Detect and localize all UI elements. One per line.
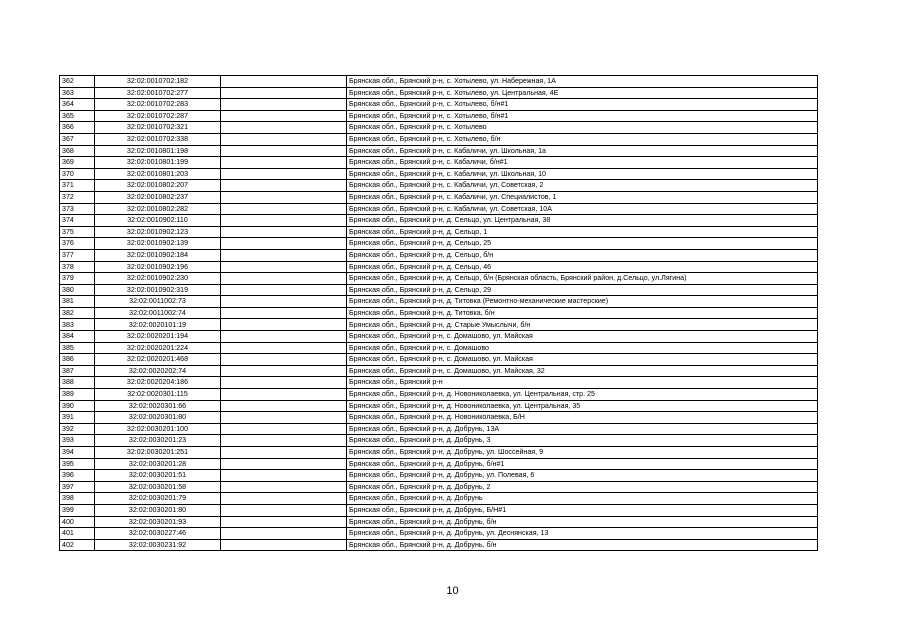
row-number-cell: 370 [60,168,95,180]
table-row [60,238,818,250]
address-cell: Брянская обл., Брянский р-н, д. Сельцо, 1 [347,226,818,238]
cadastral-number-cell: 32:02:0010801:199 [95,157,221,169]
table-row [60,226,818,238]
cadastral-number-cell: 32:02:0020301:66 [95,400,221,412]
row-number-cell: 391 [60,412,95,424]
row-number-cell: 376 [60,238,95,250]
table-row [60,447,818,459]
address-cell: Брянская обл., Брянский р-н, д. Новониколаевка, Б/Н [347,412,818,424]
cadastral-number-cell: 32:02:0010902:230 [95,273,221,285]
cadastral-number-cell: 32:02:0030231:92 [95,539,221,551]
row-number-cell: 390 [60,400,95,412]
table-row [60,319,818,331]
empty-cell [221,412,347,424]
table-row [60,284,818,296]
row-number-cell: 392 [60,423,95,435]
address-cell: Брянская обл., Брянский р-н, д. Титовка (Ремонтно-механические мастерские) [347,296,818,308]
cadastral-number-cell: 32:02:0010802:207 [95,180,221,192]
empty-cell [221,133,347,145]
row-number-cell: 396 [60,470,95,482]
table-row [60,99,818,111]
table-row [60,481,818,493]
cadastral-number-cell: 32:02:0010902:196 [95,261,221,273]
row-number-cell: 394 [60,447,95,459]
address-cell: Брянская обл., Брянский р-н, д. Сельцо, 29 [347,284,818,296]
table-body [60,76,818,551]
row-number-cell: 366 [60,122,95,134]
cadastral-number-cell: 32:02:0020301:115 [95,389,221,401]
cadastral-number-cell: 32:02:0010902:139 [95,238,221,250]
address-cell: Брянская обл., Брянский р-н, с. Кабаличи, б/н#1 [347,157,818,169]
empty-cell [221,296,347,308]
cadastral-number-cell: 32:02:0030201:51 [95,470,221,482]
empty-cell [221,215,347,227]
cadastral-number-cell: 32:02:0020204:186 [95,377,221,389]
row-number-cell: 363 [60,87,95,99]
empty-cell [221,168,347,180]
address-cell: Брянская обл., Брянский р-н, д. Сельцо, 46 [347,261,818,273]
address-cell: Брянская обл., Брянский р-н, д. Сельцо, ул. Центральная, 38 [347,215,818,227]
empty-cell [221,516,347,528]
row-number-cell: 387 [60,365,95,377]
row-number-cell: 397 [60,481,95,493]
address-cell: Брянская обл., Брянский р-н, с. Хотылево, б/н#1 [347,110,818,122]
table-row [60,180,818,192]
address-cell: Брянская обл., Брянский р-н, д. Старые Умыслычи, б/н [347,319,818,331]
row-number-cell: 385 [60,342,95,354]
empty-cell [221,528,347,540]
row-number-cell: 365 [60,110,95,122]
empty-cell [221,157,347,169]
row-number-cell: 395 [60,458,95,470]
row-number-cell: 378 [60,261,95,273]
address-cell: Брянская обл., Брянский р-н, д. Добрунь, Б/Н#1 [347,504,818,516]
address-cell: Брянская обл., Брянский р-н, д. Титовка, б/н [347,307,818,319]
empty-cell [221,110,347,122]
address-cell: Брянская обл., Брянский р-н, д. Добрунь, б/н#1 [347,458,818,470]
row-number-cell: 374 [60,215,95,227]
row-number-cell: 382 [60,307,95,319]
address-cell: Брянская обл., Брянский р-н, д. Новониколаевка, ул. Центральная, 35 [347,400,818,412]
address-cell: Брянская обл., Брянский р-н, с. Хотылево, ул. Центральная, 4Е [347,87,818,99]
row-number-cell: 384 [60,331,95,343]
page-number: 10 [446,585,459,597]
empty-cell [221,539,347,551]
row-number-cell: 372 [60,191,95,203]
cadastral-number-cell: 32:02:0030201:80 [95,504,221,516]
empty-cell [221,307,347,319]
cadastral-number-cell: 32:02:0010902:319 [95,284,221,296]
table-row [60,273,818,285]
address-cell: Брянская обл., Брянский р-н, с. Кабаличи, ул. Советская, 10А [347,203,818,215]
table-row [60,377,818,389]
cadastral-number-cell: 32:02:0020201:224 [95,342,221,354]
cadastral-number-cell: 32:02:0010802:237 [95,191,221,203]
address-cell: Брянская обл., Брянский р-н, д. Новониколаевка, ул. Центральная, стр. 25 [347,389,818,401]
table-row [60,261,818,273]
empty-cell [221,238,347,250]
address-cell: Брянская обл., Брянский р-н, с. Кабаличи, ул. Школьная, 1а [347,145,818,157]
row-number-cell: 399 [60,504,95,516]
cadastral-number-cell: 32:02:0020201:194 [95,331,221,343]
empty-cell [221,180,347,192]
cadastral-number-cell: 32:02:0030201:100 [95,423,221,435]
empty-cell [221,423,347,435]
cadastral-number-cell: 32:02:0030201:79 [95,493,221,505]
row-number-cell: 375 [60,226,95,238]
row-number-cell: 381 [60,296,95,308]
cadastral-number-cell: 32:02:0010702:277 [95,87,221,99]
table-row [60,76,818,88]
cadastral-number-cell: 32:02:0011002:74 [95,307,221,319]
cadastral-number-cell: 32:02:0020201:468 [95,354,221,366]
table-row [60,110,818,122]
cadastral-number-cell: 32:02:0030201:58 [95,481,221,493]
cadastral-number-cell: 32:02:0010801:203 [95,168,221,180]
table-row [60,122,818,134]
empty-cell [221,191,347,203]
table-row [60,354,818,366]
address-cell: Брянская обл., Брянский р-н, с. Домашово, ул. Майская [347,354,818,366]
address-cell: Брянская обл., Брянский р-н, д. Сельцо, 25 [347,238,818,250]
row-number-cell: 402 [60,539,95,551]
table-row [60,389,818,401]
empty-cell [221,435,347,447]
cadastral-number-cell: 32:02:0010702:283 [95,99,221,111]
cadastral-number-cell: 32:02:0030201:23 [95,435,221,447]
table-row [60,133,818,145]
row-number-cell: 377 [60,249,95,261]
table-row [60,504,818,516]
row-number-cell: 362 [60,76,95,88]
address-cell: Брянская обл., Брянский р-н, д. Добрунь, 13А [347,423,818,435]
table-row [60,493,818,505]
empty-cell [221,261,347,273]
table-row [60,342,818,354]
cadastral-number-cell: 32:02:0010702:182 [95,76,221,88]
cadastral-number-cell: 32:02:0030201:93 [95,516,221,528]
cadastral-number-cell: 32:02:0020101:19 [95,319,221,331]
cadastral-number-cell: 32:02:0030201:28 [95,458,221,470]
empty-cell [221,249,347,261]
table-row [60,435,818,447]
address-cell: Брянская обл., Брянский р-н, с. Домашово, ул. Майская [347,331,818,343]
table-row [60,412,818,424]
empty-cell [221,319,347,331]
address-cell: Брянская обл., Брянский р-н, д. Сельцо, б/н [347,249,818,261]
table-row [60,516,818,528]
cadastral-number-cell: 32:02:0010702:321 [95,122,221,134]
table-row [60,191,818,203]
empty-cell [221,76,347,88]
address-cell: Брянская обл., Брянский р-н, д. Добрунь, б/н [347,539,818,551]
empty-cell [221,365,347,377]
empty-cell [221,377,347,389]
address-cell: Брянская обл., Брянский р-н, д. Добрунь, 3 [347,435,818,447]
table-row [60,458,818,470]
row-number-cell: 398 [60,493,95,505]
address-cell: Брянская обл., Брянский р-н, с. Кабаличи, ул. Специалистов, 1 [347,191,818,203]
cadastral-number-cell: 32:02:0030201:251 [95,447,221,459]
table-row [60,365,818,377]
cadastral-number-cell: 32:02:0010702:287 [95,110,221,122]
cadastral-number-cell: 32:02:0010702:338 [95,133,221,145]
address-cell: Брянская обл., Брянский р-н, д. Добрунь, ул. Деснянская, 13 [347,528,818,540]
empty-cell [221,145,347,157]
table-row [60,307,818,319]
row-number-cell: 401 [60,528,95,540]
row-number-cell: 364 [60,99,95,111]
address-cell: Брянская обл., Брянский р-н, с. Хотылево [347,122,818,134]
empty-cell [221,331,347,343]
row-number-cell: 367 [60,133,95,145]
address-cell: Брянская обл., Брянский р-н, д. Добрунь, 2 [347,481,818,493]
cadastral-number-cell: 32:02:0010902:110 [95,215,221,227]
table-row [60,249,818,261]
cadastral-number-cell: 32:02:0020301:80 [95,412,221,424]
empty-cell [221,354,347,366]
table-row [60,528,818,540]
empty-cell [221,447,347,459]
cadastral-number-cell: 32:02:0010802:282 [95,203,221,215]
address-cell: Брянская обл., Брянский р-н, с. Домашово [347,342,818,354]
table-row [60,168,818,180]
empty-cell [221,203,347,215]
empty-cell [221,493,347,505]
row-number-cell: 371 [60,180,95,192]
address-cell: Брянская обл., Брянский р-н, с. Хотылево, ул. Набережная, 1А [347,76,818,88]
empty-cell [221,284,347,296]
cadastral-number-cell: 32:02:0030227:46 [95,528,221,540]
address-cell: Брянская обл., Брянский р-н, д. Добрунь, б/н [347,516,818,528]
address-cell: Брянская обл., Брянский р-н, д. Добрунь, ул. Шоссейная, 9 [347,447,818,459]
row-number-cell: 373 [60,203,95,215]
row-number-cell: 400 [60,516,95,528]
empty-cell [221,226,347,238]
empty-cell [221,273,347,285]
empty-cell [221,481,347,493]
property-table [59,75,818,551]
address-cell: Брянская обл., Брянский р-н, с. Кабаличи, ул. Школьная, 10 [347,168,818,180]
address-cell: Брянская обл., Брянский р-н, д. Сельцо, б/н (Брянская область, Брянский район, д.Сельцо, ул.Лягина) [347,273,818,285]
address-cell: Брянская обл., Брянский р-н, с. Хотылево, б/н#1 [347,99,818,111]
table-row [60,203,818,215]
table-row [60,157,818,169]
empty-cell [221,400,347,412]
table-row [60,470,818,482]
row-number-cell: 383 [60,319,95,331]
empty-cell [221,470,347,482]
table-row [60,87,818,99]
empty-cell [221,504,347,516]
table-row [60,400,818,412]
address-cell: Брянская обл., Брянский р-н, с. Домашово, ул. Майская, 32 [347,365,818,377]
row-number-cell: 369 [60,157,95,169]
empty-cell [221,389,347,401]
empty-cell [221,458,347,470]
row-number-cell: 368 [60,145,95,157]
empty-cell [221,99,347,111]
table-row [60,539,818,551]
address-cell: Брянская обл., Брянский р-н, с. Хотылево, б/н [347,133,818,145]
cadastral-number-cell: 32:02:0020202:74 [95,365,221,377]
row-number-cell: 393 [60,435,95,447]
table-row [60,215,818,227]
address-cell: Брянская обл., Брянский р-н, с. Кабаличи, ул. Советская, 2 [347,180,818,192]
table-row [60,423,818,435]
empty-cell [221,342,347,354]
table-row [60,331,818,343]
row-number-cell: 380 [60,284,95,296]
row-number-cell: 386 [60,354,95,366]
cadastral-number-cell: 32:02:0011002:73 [95,296,221,308]
row-number-cell: 389 [60,389,95,401]
table-row [60,296,818,308]
table-row [60,145,818,157]
row-number-cell: 379 [60,273,95,285]
cadastral-number-cell: 32:02:0010902:184 [95,249,221,261]
address-cell: Брянская обл., Брянский р-н, д. Добрунь [347,493,818,505]
cadastral-number-cell: 32:02:0010902:123 [95,226,221,238]
empty-cell [221,87,347,99]
empty-cell [221,122,347,134]
cadastral-number-cell: 32:02:0010801:198 [95,145,221,157]
address-cell: Брянская обл., Брянский р-н [347,377,818,389]
row-number-cell: 388 [60,377,95,389]
address-cell: Брянская обл., Брянский р-н, д. Добрунь, ул. Полевая, 6 [347,470,818,482]
